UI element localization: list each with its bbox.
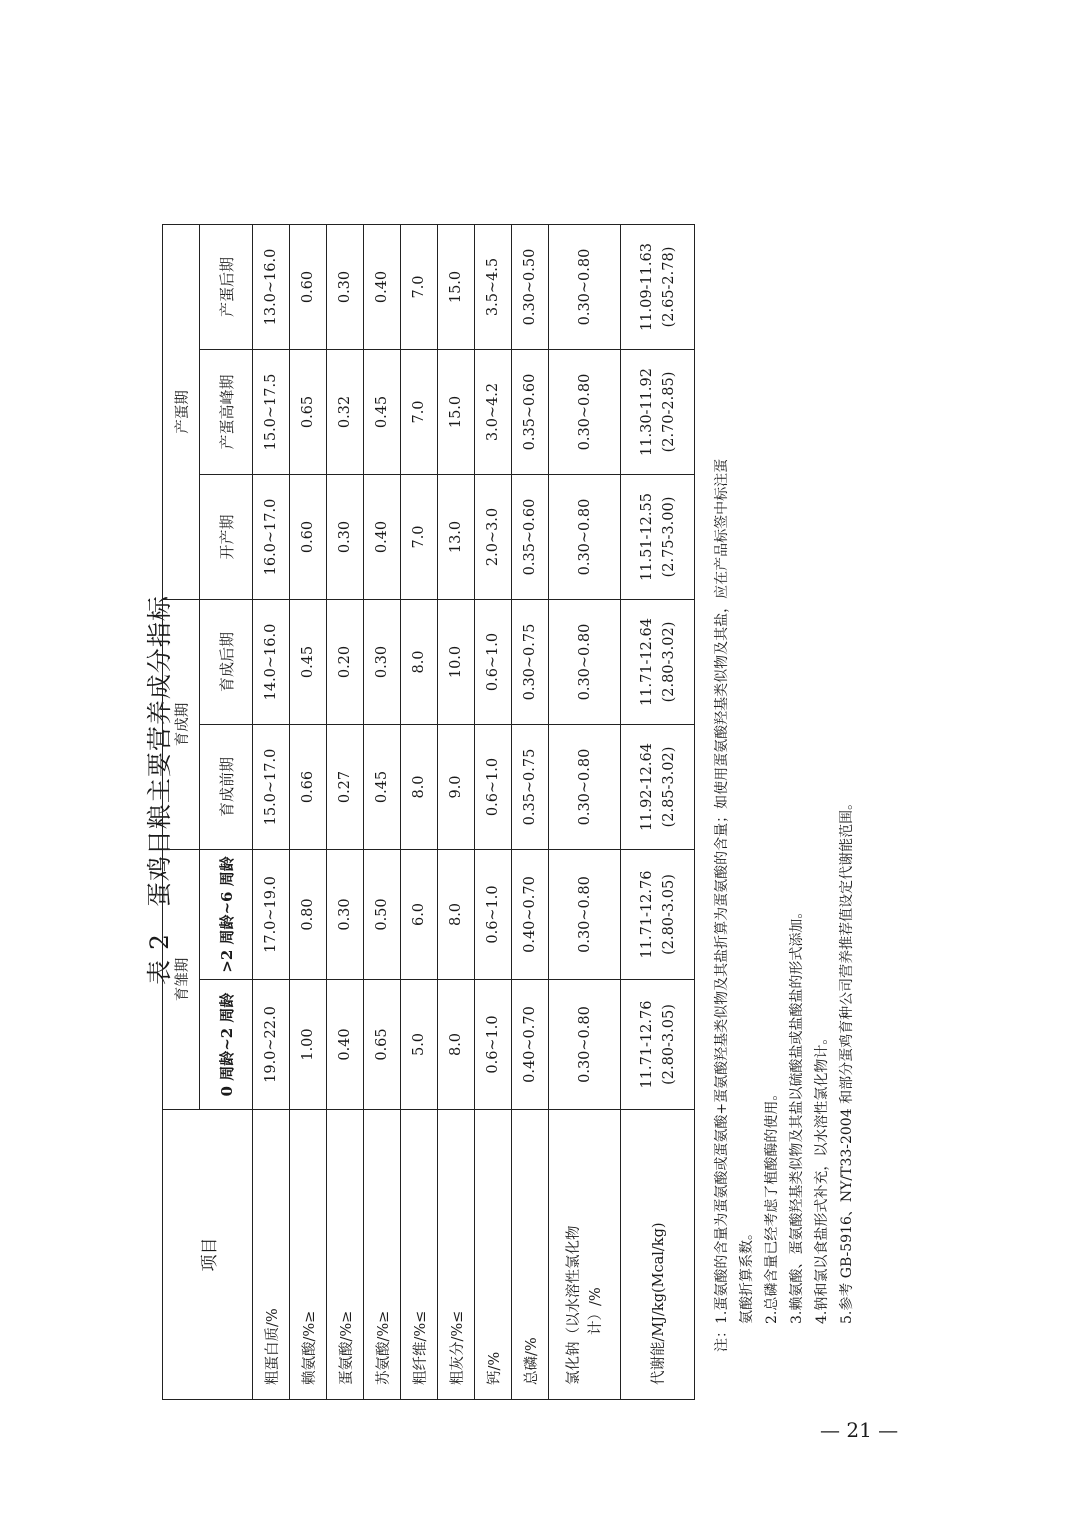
row-label: 粗灰分/%≤ bbox=[438, 1110, 475, 1400]
table-cell: 0.35~0.60 bbox=[512, 475, 549, 600]
table-cell: 10.0 bbox=[438, 600, 475, 725]
table-cell: 3.5~4.5 bbox=[475, 225, 512, 350]
table-cell: 6.0 bbox=[401, 850, 438, 980]
table-cell: 3.0~4.2 bbox=[475, 350, 512, 475]
table-cell: 0.30~0.80 bbox=[549, 225, 621, 350]
table-row bbox=[327, 225, 364, 1400]
table-cell: 0.30~0.80 bbox=[549, 850, 621, 980]
table-cell: 0.80 bbox=[290, 850, 327, 980]
notes bbox=[710, 172, 860, 1352]
table-cell: 0.27 bbox=[327, 725, 364, 850]
row-label: 蛋氨酸/%≥ bbox=[327, 1110, 364, 1400]
table-title: 表 2 蛋鸡日粮主要营养成分指标 bbox=[145, 595, 174, 985]
table-cell: 15.0~17.0 bbox=[253, 725, 290, 850]
table-cell: 0.65 bbox=[364, 980, 401, 1110]
table-row bbox=[364, 225, 401, 1400]
table-cell: 1.00 bbox=[290, 980, 327, 1110]
table-cell: 0.40 bbox=[364, 225, 401, 350]
table-cell: 7.0 bbox=[401, 475, 438, 600]
table-cell: 0.30~0.80 bbox=[549, 475, 621, 600]
row-label: 粗纤维/%≤ bbox=[401, 1110, 438, 1400]
table-cell: 17.0~19.0 bbox=[253, 850, 290, 980]
table-cell: 5.0 bbox=[401, 980, 438, 1110]
table-cell: 0.35~0.60 bbox=[512, 350, 549, 475]
table-cell: 19.0~22.0 bbox=[253, 980, 290, 1110]
table-cell: 11.92-12.64 (2.85-3.02) bbox=[621, 725, 695, 850]
page-number: — 21 — bbox=[820, 1418, 899, 1442]
header-col: >2 周龄~6 周龄 bbox=[200, 850, 253, 980]
note-line: 2.总磷含量已经考虑了植酸酶的使用。 bbox=[764, 1086, 780, 1324]
header-col: 育成后期 bbox=[200, 600, 253, 725]
table-row bbox=[512, 225, 549, 1400]
note-line: 4.钠和氯以食盐形式补充，以水溶性氯化物计。 bbox=[814, 1030, 830, 1324]
table-cell: 15.0 bbox=[438, 350, 475, 475]
table-cell: 16.0~17.0 bbox=[253, 475, 290, 600]
table-cell: 0.30 bbox=[327, 225, 364, 350]
table-row bbox=[401, 225, 438, 1400]
table-cell: 8.0 bbox=[438, 850, 475, 980]
row-label: 赖氨酸/%≥ bbox=[290, 1110, 327, 1400]
table-cell: 2.0~3.0 bbox=[475, 475, 512, 600]
table-cell: 15.0 bbox=[438, 225, 475, 350]
header-group-growing: 育成期 bbox=[163, 600, 200, 850]
table-cell: 0.6~1.0 bbox=[475, 725, 512, 850]
row-label: 粗蛋白质/% bbox=[253, 1110, 290, 1400]
table-row bbox=[438, 225, 475, 1400]
table-cell: 0.30 bbox=[364, 600, 401, 725]
table-cell: 0.50 bbox=[364, 850, 401, 980]
header-col: 育成前期 bbox=[200, 725, 253, 850]
table-cell: 0.45 bbox=[290, 600, 327, 725]
table-cell: 0.60 bbox=[290, 475, 327, 600]
table-cell: 0.45 bbox=[364, 725, 401, 850]
note-line: 3.赖氨酸、蛋氨酸羟基类似物及其盐以硫酸盐或盐酸盐的形式添加。 bbox=[789, 904, 805, 1324]
table-cell: 11.71-12.76 (2.80-3.05) bbox=[621, 980, 695, 1110]
nacl-label-1: 氯化钠（以水溶性氯化物 bbox=[565, 1225, 582, 1385]
table-cell: 8.0 bbox=[438, 980, 475, 1110]
header-item: 项目 bbox=[163, 1110, 253, 1400]
table-cell: 0.30~0.80 bbox=[549, 350, 621, 475]
header-row-groups bbox=[163, 225, 200, 1400]
table-cell: 0.65 bbox=[290, 350, 327, 475]
row-label: 苏氨酸/%≥ bbox=[364, 1110, 401, 1400]
table-cell: 0.30~0.80 bbox=[549, 600, 621, 725]
row-label: 钙/% bbox=[475, 1110, 512, 1400]
header-col: 开产期 bbox=[200, 475, 253, 600]
table-cell: 0.32 bbox=[327, 350, 364, 475]
table-cell: 0.40 bbox=[327, 980, 364, 1110]
row-label bbox=[549, 1110, 621, 1400]
table-cell: 0.30~0.50 bbox=[512, 225, 549, 350]
table-cell: 8.0 bbox=[401, 725, 438, 850]
table-cell: 9.0 bbox=[438, 725, 475, 850]
header-col: 0 周龄~2 周龄 bbox=[200, 980, 253, 1110]
table-cell: 0.30~0.80 bbox=[549, 980, 621, 1110]
table-cell: 0.66 bbox=[290, 725, 327, 850]
table-cell: 0.20 bbox=[327, 600, 364, 725]
table-cell: 8.0 bbox=[401, 600, 438, 725]
table-cell: 0.45 bbox=[364, 350, 401, 475]
table-cell: 15.0~17.5 bbox=[253, 350, 290, 475]
table-cell: 0.40~0.70 bbox=[512, 850, 549, 980]
table-cell: 0.6~1.0 bbox=[475, 600, 512, 725]
table-cell: 0.30~0.80 bbox=[549, 725, 621, 850]
table-cell: 0.30 bbox=[327, 475, 364, 600]
table-row bbox=[475, 225, 512, 1400]
table-cell: 13.0~16.0 bbox=[253, 225, 290, 350]
header-group-brooding: 育雏期 bbox=[163, 850, 200, 1110]
table-cell: 7.0 bbox=[401, 225, 438, 350]
table-row bbox=[253, 225, 290, 1400]
header-col: 产蛋后期 bbox=[200, 225, 253, 350]
table-cell: 0.35~0.75 bbox=[512, 725, 549, 850]
table-row bbox=[290, 225, 327, 1400]
table-cell: 13.0 bbox=[438, 475, 475, 600]
table-cell: 0.30~0.75 bbox=[512, 600, 549, 725]
row-label: 总磷/% bbox=[512, 1110, 549, 1400]
table-cell: 11.09-11.63 (2.65-2.78) bbox=[621, 225, 695, 350]
rotated-page bbox=[140, 170, 950, 1400]
nutrition-table bbox=[162, 224, 695, 1400]
table-cell: 11.30-11.92 (2.70-2.85) bbox=[621, 350, 695, 475]
table-cell: 11.71-12.76 (2.80-3.05) bbox=[621, 850, 695, 980]
table-cell: 0.6~1.0 bbox=[475, 850, 512, 980]
note-line: 5.参考 GB-5916、NY/T33-2004 和部分蛋鸡育种公司营养推荐值设定代谢能范围。 bbox=[839, 795, 855, 1324]
table-row bbox=[549, 225, 621, 1400]
table-cell: 0.60 bbox=[290, 225, 327, 350]
table-row bbox=[621, 225, 695, 1400]
note-line: 氨酸折算系数。 bbox=[739, 1226, 755, 1324]
table-body bbox=[253, 225, 695, 1400]
table-cell: 11.51-12.55 (2.75-3.00) bbox=[621, 475, 695, 600]
note-line: 注：1.蛋氨酸的含量为蛋氨酸或蛋氨酸+蛋氨酸羟基类似物及其盐折算为蛋氨酸的含量；如使用蛋氨酸羟基类似物及其盐，应在产品标签中标注蛋 bbox=[714, 458, 730, 1352]
table-cell: 0.6~1.0 bbox=[475, 980, 512, 1110]
table-cell: 0.30 bbox=[327, 850, 364, 980]
table-cell: 0.40 bbox=[364, 475, 401, 600]
table-cell: 14.0~16.0 bbox=[253, 600, 290, 725]
nacl-label-2: 计）/% bbox=[587, 1287, 604, 1335]
header-col: 产蛋高峰期 bbox=[200, 350, 253, 475]
header-group-laying: 产蛋期 bbox=[163, 225, 200, 600]
table-cell: 7.0 bbox=[401, 350, 438, 475]
table-cell: 11.71-12.64 (2.80-3.02) bbox=[621, 600, 695, 725]
row-label: 代谢能/MJ/kg(Mcal/kg) bbox=[621, 1110, 695, 1400]
table-cell: 0.40~0.70 bbox=[512, 980, 549, 1110]
